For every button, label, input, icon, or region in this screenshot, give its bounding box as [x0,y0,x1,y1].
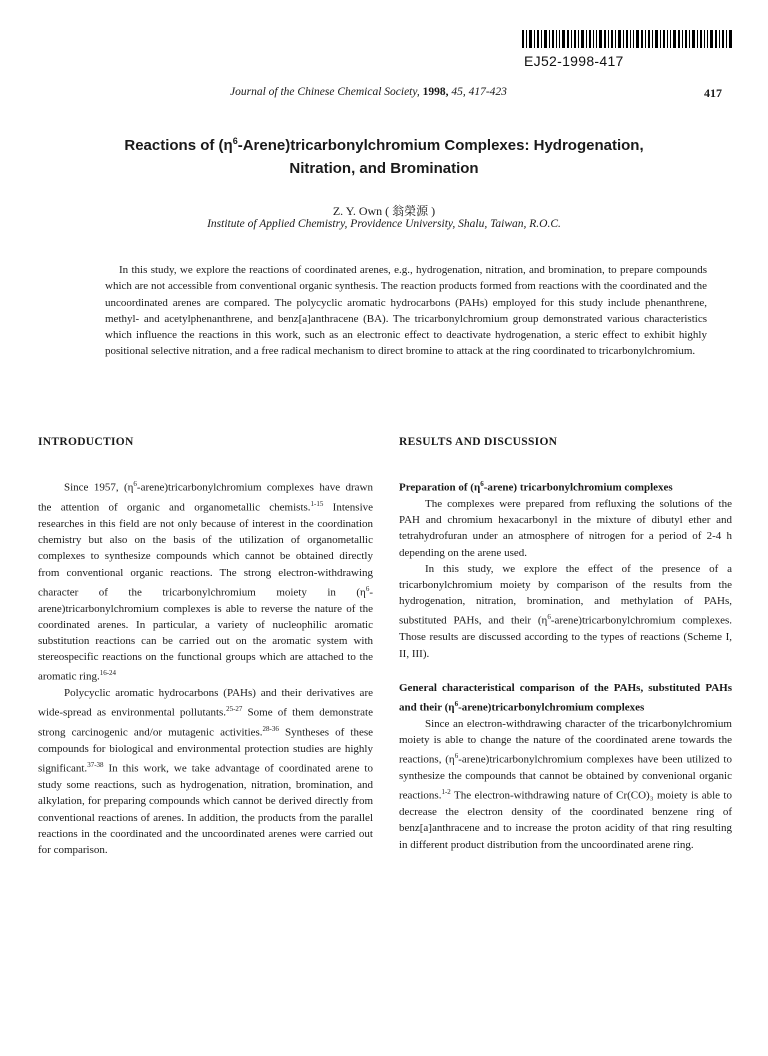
intro-p1-ref2: 16-24 [99,669,117,678]
results-heading: RESULTS AND DISCUSSION [399,436,558,448]
barcode-image [522,30,734,48]
intro-p1-sup1: 6 [133,480,137,489]
journal-volume-pages: 45, 417-423 [451,86,507,98]
intro-p2-text-a: Polycyclic aromatic hydrocarbons (PAHs) and their derivatives are wide-spread as environmental pollutants. [38,687,373,720]
comparison-paragraph-1 [399,716,732,853]
intro-p2-ref2: 28-36 [262,725,279,734]
intro-p1-text-d: -arene)tricarbonylchromium complexes is able to reverse the nature of the coordinated arenes. In particular, a variety of nucleophilic aromatic substitution reactions can be carried out on the aromatic system with stereospecific reactions on the functional groups which are attached to the aromatic ring. [38,586,373,684]
s2-heading-b: -arene)tricarbonylchromium complexes [458,701,645,714]
paper-title [60,130,708,180]
s1-heading-sup: 6 [480,480,484,489]
s2-heading-sup: 6 [454,699,459,708]
s2-p1-text-a: Since an electron-withdrawing character of the tricarbonylchromium moiety is able to change the nature of the coordinated arene towards the reactions, (η [399,717,732,766]
section-comparison [399,680,732,853]
journal-name: Journal of the Chinese Chemical Society, [230,86,420,98]
abstract [105,262,707,360]
affiliation: Institute of Applied Chemistry, Providence University, Shalu, Taiwan, R.O.C. [207,218,561,230]
comparison-heading [399,680,732,716]
results-column [399,434,732,853]
intro-p1-text-c: Intensive researches in this field are not only because of interest in the coordination chemistry but also on the basis of the utilization of organometallic complexes to synthesize compounds which cannot be obtained directly from conventional organic reactions. The strong electron-withdrawing character of the tricarbonylchromium moiety in (η [38,501,374,599]
title-part1: Reactions of (η [124,137,233,154]
s2-p1-sup: 6 [454,752,459,761]
title-part2: -Arene)tricarbonylchromium Complexes: Hydrogenation, [237,137,644,154]
abstract-text: In this study, we explore the reactions of coordinated arenes, e.g., hydrogenation, nitration, and bromination, to prepare compounds which are not accessible from conventional organic synthesis. The reaction products formed from reactions with the coordinated and the uncoordinated arenes are compared. The polycyclic aromatic hydrocarbons (PAHs) employed for this study include phenanthrene, methyl- and acetylphenanthrene, and benz[a]anthracene (BA). The tricarbonylchromium group demonstrated various characteristics which influence the reactions in this work, such as an electronic effect to deactivate hydrogenation, a steric effect to exhibit highly positional selective nitration, and a free radical mechanism to direct bromine to attack at the ring coordinated to tricarbonylchromium. [105,264,707,358]
section-preparation [399,476,732,662]
title-line2: Nitration, and Bromination [289,160,479,177]
s1-heading-b: -arene) tricarbonylchromium complexes [483,481,673,494]
journal-year: 1998, [422,86,449,98]
s2-p1-text-c: The electron-withdrawing nature of Cr(CO)₃ moiety is able to decrease the electron density of the coordinated benzene ring of benz[a]anthracene and to increase the proton acidity of that ring resulting in different product distribution from the uncoordinated arene ring. [399,789,732,851]
preparation-paragraph-1: The complexes were prepared from refluxing the solutions of the PAH and chromium hexacarbonyl in the mixture of dibutyl ether and tetrahydrofuran under an atmosphere of nitrogen for a period of 2-4 h depending on the arene used. [399,498,732,559]
intro-paragraph-1 [38,476,373,685]
s2-p1-text-b: -arene)tricarbonylchromium complexes have been utilized to synthesize the compounds that cannot be obtained by convenional organic reactions. [399,753,732,802]
intro-p1-sup2: 6 [365,584,370,593]
preparation-heading [399,476,732,496]
intro-p1-text-a: Since 1957, (η [64,481,134,494]
intro-p2-ref1: 25-27 [226,705,243,714]
intro-p2-text-c: Syntheses of these compounds for biological and environmental protection studies are highly significant. [38,726,374,776]
s2-heading-a: General characteristical comparison of the PAHs, substituted PAHs and their (η [399,681,732,714]
intro-paragraph-2 [38,685,373,858]
s1-p2-text-a: In this study, we explore the effect of the presence of a tricarbonylchromium moiety by comparison of the results from the hydrogenation, nitration, bromination, and methylation of PAHs, substituted PAHs, and their (η [399,562,732,628]
author: Z. Y. Own ( 翁榮源 ) [332,204,436,218]
intro-p2-text-b: Some of them demonstrate strong carcinogenic and/or mutagenic activities. [38,707,373,739]
intro-p1-ref1: 1-15 [310,500,324,509]
s2-p1-ref: 1-2 [441,788,451,797]
intro-p1-text-b: -arene)tricarbonylchromium complexes have drawn the attention of organic and organometallic chemists. [38,481,374,514]
intro-p2-text-d: In this work, we take advantage of coordinated arene to study some reactions, such as hydrogenation, nitration, bromination, and alkylation, for preparing compounds which cannot be derived directly from conventional reactions of arenes. In addition, the products from the parallel reactions in the coordinated and the uncoordinated arenes were carried out for comparison. [38,763,373,857]
intro-p2-ref3: 37-38 [87,761,104,770]
introduction-column [38,434,373,858]
page-number: 417 [704,86,722,100]
preparation-paragraph-2 [399,561,732,662]
s1-p2-sup: 6 [547,613,551,622]
introduction-heading: INTRODUCTION [38,436,134,448]
barcode-id: EJ52-1998-417 [524,53,624,69]
title-sup: 6 [232,136,238,146]
running-head [230,86,507,98]
s1-heading-a: Preparation of (η [399,481,481,494]
s1-p2-text-b: -arene)tricarbonylchromium complexes. Those results are discussed according to the types of reactions (Scheme I, II, III). [399,615,732,660]
